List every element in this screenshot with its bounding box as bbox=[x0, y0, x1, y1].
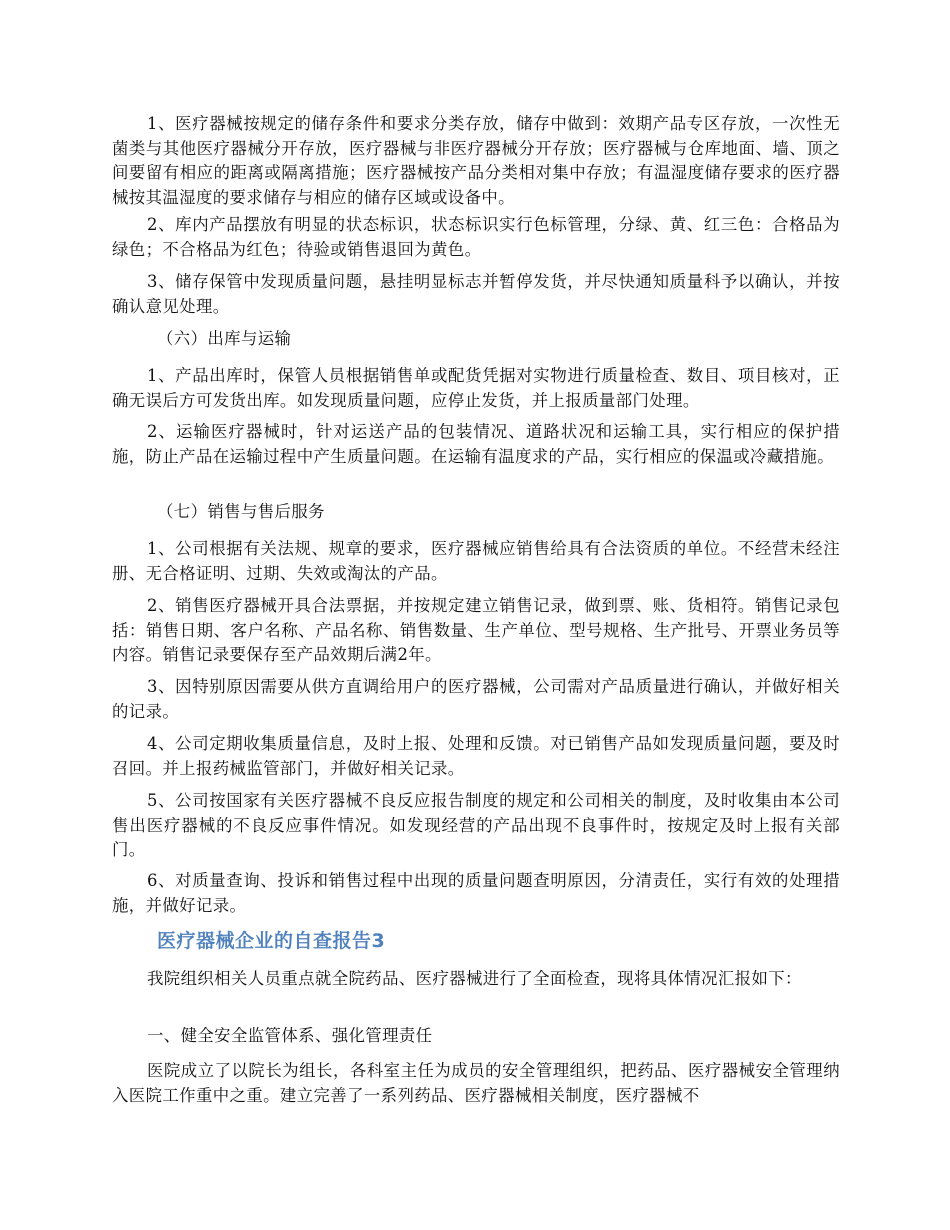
report-3-paragraph-1: 医院成立了以院长为组长，各科室主任为成员的安全管理组织，把药品、医疗器械安全管理纳入医院工作重中之重。建立完善了一系列药品、医疗器械相关制度，医疗器械不 bbox=[112, 1061, 840, 1105]
report-3-subtitle-1: 一、健全安全监管体系、强化管理责任 bbox=[147, 1026, 433, 1045]
sales-paragraph-2: 2、销售医疗器械开具合法票据，并按规定建立销售记录，做到票、账、货相符。销售记录包括：销售日期、客户名称、产品名称、销售数量、生产单位、型号规格、生产批号、开票业务员等内容。销售记录要保存至产品效期后满2年。 bbox=[112, 596, 840, 664]
storage-paragraph-3: 3、储存保管中发现质量问题，悬挂明显标志并暂停发货，并尽快通知质量科予以确认，并按确认意见处理。 bbox=[112, 272, 840, 316]
storage-paragraph-2: 2、库内产品摆放有明显的状态标识，状态标识实行色标管理，分绿、黄、红三色：合格品为绿色；不合格品为红色；待验或销售退回为黄色。 bbox=[112, 215, 840, 259]
report-3-heading: 医疗器械企业的自查报告3 bbox=[157, 930, 386, 952]
section-title-sales: （七）销售与售后服务 bbox=[157, 502, 325, 521]
section-title-outbound: （六）出库与运输 bbox=[157, 329, 292, 348]
sales-paragraph-3: 3、因特别原因需要从供方直调给用户的医疗器械，公司需对产品质量进行确认，并做好相关的记录。 bbox=[112, 677, 840, 721]
storage-paragraph-1: 1、医疗器械按规定的储存条件和要求分类存放，储存中做到：效期产品专区存放，一次性无菌类与其他医疗器械分开存放，医疗器械与非医疗器械分开存放；医疗器械与仓库地面、墙、顶之间要留有相应的距离或隔离措施；医疗器械按产品分类相对集中存放；有温湿度储存要求的医疗器械按其温湿度的要求储存与相应的储存区域或设备中。 bbox=[112, 114, 840, 207]
sales-paragraph-6: 6、对质量查询、投诉和销售过程中出现的质量问题查明原因，分清责任，实行有效的处理措施，并做好记录。 bbox=[112, 871, 840, 915]
outbound-paragraph-1: 1、产品出库时，保管人员根据销售单或配货凭据对实物进行质量检查、数目、项目核对，正确无误后方可发货出库。如发现质量问题，应停止发货，并上报质量部门处理。 bbox=[112, 366, 840, 410]
sales-paragraph-1: 1、公司根据有关法规、规章的要求，医疗器械应销售给具有合法资质的单位。不经营未经注册、无合格证明、过期、失效或淘汰的产品。 bbox=[112, 539, 840, 583]
report-3-intro: 我院组织相关人员重点就全院药品、医疗器械进行了全面检查，现将具体情况汇报如下： bbox=[147, 969, 802, 988]
sales-paragraph-4: 4、公司定期收集质量信息，及时上报、处理和反馈。对已销售产品如发现质量问题，要及时召回。并上报药械监管部门，并做好相关记录。 bbox=[112, 734, 840, 778]
sales-paragraph-5: 5、公司按国家有关医疗器械不良反应报告制度的规定和公司相关的制度，及时收集由本公司售出医疗器械的不良反应事件情况。如发现经营的产品出现不良事件时，按规定及时上报有关部门。 bbox=[112, 791, 840, 859]
outbound-paragraph-2: 2、运输医疗器械时，针对运送产品的包装情况、道路状况和运输工具，实行相应的保护措施，防止产品在运输过程中产生质量问题。在运输有温度求的产品，实行相应的保温或冷藏措施。 bbox=[112, 422, 840, 466]
